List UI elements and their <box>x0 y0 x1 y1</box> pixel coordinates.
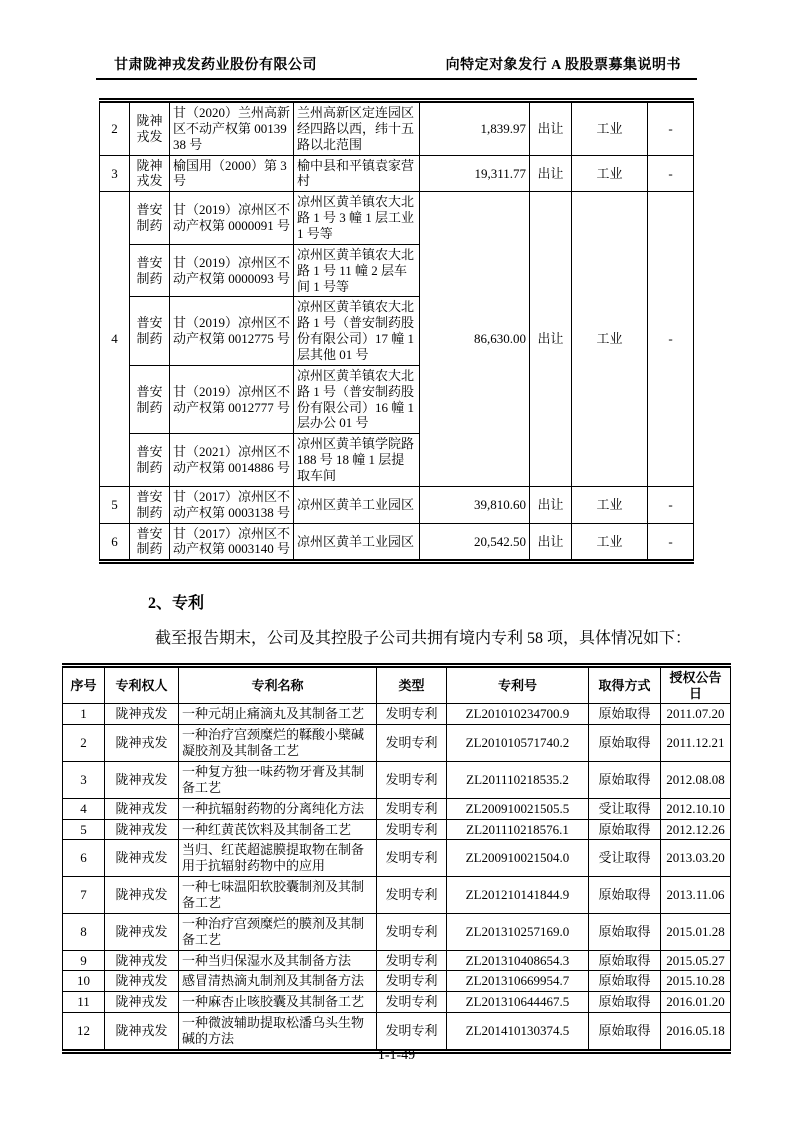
table-cell: 一种当归保湿水及其制备方法 <box>179 950 377 971</box>
table-cell: 出让 <box>530 155 572 192</box>
table-cell: 原始取得 <box>589 971 661 992</box>
table-cell: 发明专利 <box>377 950 447 971</box>
page-footer: 1-1-49 <box>377 1048 416 1063</box>
table-cell: 2012.12.26 <box>661 819 731 840</box>
table-cell: - <box>648 486 694 523</box>
table-cell: 2011.12.21 <box>661 725 731 762</box>
table-cell: 出让 <box>530 101 572 156</box>
table-cell: 凉州区黄羊工业园区 <box>294 486 420 523</box>
table-row <box>63 1013 731 1052</box>
table-cell: 甘（2020）兰州高新区不动产权第 0013938 号 <box>170 101 294 156</box>
table-cell: - <box>648 155 694 192</box>
table-cell: 甘（2019）凉州区不动产权第 0012775 号 <box>170 297 294 365</box>
table-cell: 发明专利 <box>377 762 447 799</box>
table-row <box>63 950 731 971</box>
table-cell: ZL201310644467.5 <box>447 992 589 1013</box>
table-cell: 普安制药 <box>130 365 170 433</box>
table-cell: 10 <box>63 971 105 992</box>
table-cell: 陇神戎发 <box>105 819 179 840</box>
table-cell: 榆中县和平镇袁家营村 <box>294 155 420 192</box>
table-cell: ZL201410130374.5 <box>447 1013 589 1052</box>
section-intro: 截至报告期末，公司及其控股子公司共拥有境内专利 58 项，具体情况如下： <box>155 630 692 648</box>
table-cell: - <box>648 101 694 156</box>
column-header: 专利名称 <box>179 665 377 704</box>
header-document-title: 向特定对象发行 A 股股票募集说明书 <box>445 58 681 73</box>
table-cell: 发明专利 <box>377 840 447 877</box>
header-company-name: 甘肃陇神戎发药业股份有限公司 <box>114 58 317 73</box>
table-cell: 陇神戎发 <box>105 704 179 725</box>
property-table <box>99 98 694 564</box>
table-cell: 一种红黄芪饮料及其制备工艺 <box>179 819 377 840</box>
table-cell: ZL200910021504.0 <box>447 840 589 877</box>
table-cell: 陇神戎发 <box>105 1013 179 1052</box>
table-cell: 一种微波辅助提取松潘乌头生物碱的方法 <box>179 1013 377 1052</box>
table-cell: 当归、红芪超滤膜提取物在制备用于抗辐射药物中的应用 <box>179 840 377 877</box>
table-row <box>100 192 694 245</box>
table-cell: ZL201010234700.9 <box>447 704 589 725</box>
table-cell: 发明专利 <box>377 725 447 762</box>
table-cell: 2 <box>63 725 105 762</box>
table-cell: 陇神戎发 <box>130 155 170 192</box>
table-cell: 2012.10.10 <box>661 798 731 819</box>
table-cell: ZL200910021505.5 <box>447 798 589 819</box>
table-cell: 2015.10.28 <box>661 971 731 992</box>
table-cell: 一种治疗宫颈糜烂的鞣酸小檗碱凝胶剂及其制备工艺 <box>179 725 377 762</box>
table-cell: 2 <box>100 101 130 156</box>
table-cell: 受让取得 <box>589 798 661 819</box>
table-cell: ZL201110218576.1 <box>447 819 589 840</box>
table-row <box>63 704 731 725</box>
column-header: 专利号 <box>447 665 589 704</box>
table-cell: 86,630.00 <box>420 192 530 487</box>
table-cell: ZL201310257169.0 <box>447 913 589 950</box>
section-heading: 2、专利 <box>148 595 205 613</box>
table-cell: 12 <box>63 1013 105 1052</box>
table-row <box>100 486 694 523</box>
table-cell: 发明专利 <box>377 971 447 992</box>
table-cell: 2011.07.20 <box>661 704 731 725</box>
page-header <box>96 0 697 80</box>
table-cell: 甘（2019）凉州区不动产权第 0012777 号 <box>170 365 294 433</box>
table-cell: 凉州区黄羊镇农大北路 1 号 11 幢 2 层车间 1 号等 <box>294 244 420 297</box>
table-cell: 普安制药 <box>130 244 170 297</box>
table-cell: 发明专利 <box>377 877 447 914</box>
table-cell: 工业 <box>572 155 648 192</box>
column-header: 专利权人 <box>105 665 179 704</box>
table-cell: 发明专利 <box>377 992 447 1013</box>
table-cell: 6 <box>100 523 130 562</box>
table-row <box>63 762 731 799</box>
table-row <box>63 992 731 1013</box>
table-cell: 普安制药 <box>130 486 170 523</box>
table-cell: 一种抗辐射药物的分离纯化方法 <box>179 798 377 819</box>
table-cell: 1 <box>63 704 105 725</box>
table-cell: ZL201010571740.2 <box>447 725 589 762</box>
table-cell: 陇神戎发 <box>105 762 179 799</box>
table-cell: 感冒清热滴丸制剂及其制备方法 <box>179 971 377 992</box>
table-cell: 工业 <box>572 486 648 523</box>
table-cell: 普安制药 <box>130 192 170 245</box>
table-cell: 5 <box>63 819 105 840</box>
table-row <box>100 155 694 192</box>
table-row <box>63 877 731 914</box>
table-cell: 一种七味温阳软胶囊制剂及其制备工艺 <box>179 877 377 914</box>
table-cell: 榆国用（2000）第 3 号 <box>170 155 294 192</box>
table-cell: 凉州区黄羊工业园区 <box>294 523 420 562</box>
table-cell: 陇神戎发 <box>105 798 179 819</box>
table-cell: 发明专利 <box>377 913 447 950</box>
table-cell: ZL201110218535.2 <box>447 762 589 799</box>
table-row <box>63 819 731 840</box>
column-header: 类型 <box>377 665 447 704</box>
table-cell: 2016.05.18 <box>661 1013 731 1052</box>
table-cell: 出让 <box>530 486 572 523</box>
table-cell: 陇神戎发 <box>105 877 179 914</box>
header-row <box>63 665 731 704</box>
table-cell: 一种麻杏止咳胶囊及其制备工艺 <box>179 992 377 1013</box>
table-cell: 2015.05.27 <box>661 950 731 971</box>
table-cell: 陇神戎发 <box>105 971 179 992</box>
table-cell: 原始取得 <box>589 762 661 799</box>
table-cell: 普安制药 <box>130 523 170 562</box>
table-cell: 7 <box>63 877 105 914</box>
table-row <box>63 971 731 992</box>
table-cell: 陇神戎发 <box>105 840 179 877</box>
table-cell: 甘（2019）凉州区不动产权第 0000093 号 <box>170 244 294 297</box>
table-cell: 原始取得 <box>589 704 661 725</box>
patent-table <box>62 663 731 1054</box>
table-cell: 陇神戎发 <box>105 913 179 950</box>
table-cell: 20,542.50 <box>420 523 530 562</box>
table-cell: 2013.03.20 <box>661 840 731 877</box>
table-cell: 凉州区黄羊镇农大北路 1 号（普安制药股份有限公司）16 幢 1 层办公 01 号 <box>294 365 420 433</box>
table-cell: 9 <box>63 950 105 971</box>
table-cell: 陇神戎发 <box>105 992 179 1013</box>
table-cell: 19,311.77 <box>420 155 530 192</box>
table-cell: 原始取得 <box>589 819 661 840</box>
table-cell: 3 <box>100 155 130 192</box>
table-cell: 8 <box>63 913 105 950</box>
table-cell: 39,810.60 <box>420 486 530 523</box>
table-cell: 工业 <box>572 101 648 156</box>
table-cell: 出让 <box>530 192 572 487</box>
table-cell: 陇神戎发 <box>105 950 179 971</box>
table-cell: 11 <box>63 992 105 1013</box>
table-cell: 原始取得 <box>589 1013 661 1052</box>
table-cell: 普安制药 <box>130 434 170 487</box>
column-header: 授权公告日 <box>661 665 731 704</box>
table-cell: 一种治疗宫颈糜烂的膜剂及其制备工艺 <box>179 913 377 950</box>
table-cell: 3 <box>63 762 105 799</box>
table-cell: 4 <box>100 192 130 487</box>
table-cell: 原始取得 <box>589 877 661 914</box>
table-cell: 发明专利 <box>377 1013 447 1052</box>
table-cell: ZL201310669954.7 <box>447 971 589 992</box>
table-cell: 凉州区黄羊镇农大北路 1 号（普安制药股份有限公司）17 幢 1 层其他 01 号 <box>294 297 420 365</box>
table-cell: 原始取得 <box>589 950 661 971</box>
table-cell: 原始取得 <box>589 992 661 1013</box>
table-cell: 陇神戎发 <box>105 725 179 762</box>
table-row <box>63 798 731 819</box>
table-cell: 原始取得 <box>589 913 661 950</box>
table-row <box>63 913 731 950</box>
table-cell: 一种元胡止痛滴丸及其制备工艺 <box>179 704 377 725</box>
table-cell: 甘（2019）凉州区不动产权第 0000091 号 <box>170 192 294 245</box>
table-cell: 发明专利 <box>377 798 447 819</box>
table-cell: 6 <box>63 840 105 877</box>
table-cell: 凉州区黄羊镇农大北路 1 号 3 幢 1 层工业 1 号等 <box>294 192 420 245</box>
table-cell: 5 <box>100 486 130 523</box>
column-header: 序号 <box>63 665 105 704</box>
table-row <box>100 523 694 562</box>
table-cell: 发明专利 <box>377 704 447 725</box>
table-cell: 甘（2017）凉州区不动产权第 0003140 号 <box>170 523 294 562</box>
table-cell: 原始取得 <box>589 725 661 762</box>
table-cell: 陇神戎发 <box>130 101 170 156</box>
table-row <box>100 101 694 156</box>
table-cell: 受让取得 <box>589 840 661 877</box>
table-cell: ZL201310408654.3 <box>447 950 589 971</box>
table-cell: 1,839.97 <box>420 101 530 156</box>
table-cell: 出让 <box>530 523 572 562</box>
table-cell: 工业 <box>572 192 648 487</box>
table-cell: 凉州区黄羊镇学院路 188 号 18 幢 1 层提取车间 <box>294 434 420 487</box>
table-cell: - <box>648 523 694 562</box>
table-cell: - <box>648 192 694 487</box>
table-cell: 一种复方独一味药物牙膏及其制备工艺 <box>179 762 377 799</box>
table-cell: ZL201210141844.9 <box>447 877 589 914</box>
column-header: 取得方式 <box>589 665 661 704</box>
table-row <box>63 725 731 762</box>
table-cell: 甘（2017）凉州区不动产权第 0003138 号 <box>170 486 294 523</box>
table-cell: 工业 <box>572 523 648 562</box>
table-cell: 兰州高新区定连园区经四路以西，纬十五路以北范围 <box>294 101 420 156</box>
table-cell: 普安制药 <box>130 297 170 365</box>
table-cell: 2012.08.08 <box>661 762 731 799</box>
table-cell: 2015.01.28 <box>661 913 731 950</box>
table-cell: 2013.11.06 <box>661 877 731 914</box>
table-cell: 发明专利 <box>377 819 447 840</box>
table-cell: 甘（2021）凉州区不动产权第 0014886 号 <box>170 434 294 487</box>
table-row <box>63 840 731 877</box>
table-cell: 2016.01.20 <box>661 992 731 1013</box>
table-cell: 4 <box>63 798 105 819</box>
